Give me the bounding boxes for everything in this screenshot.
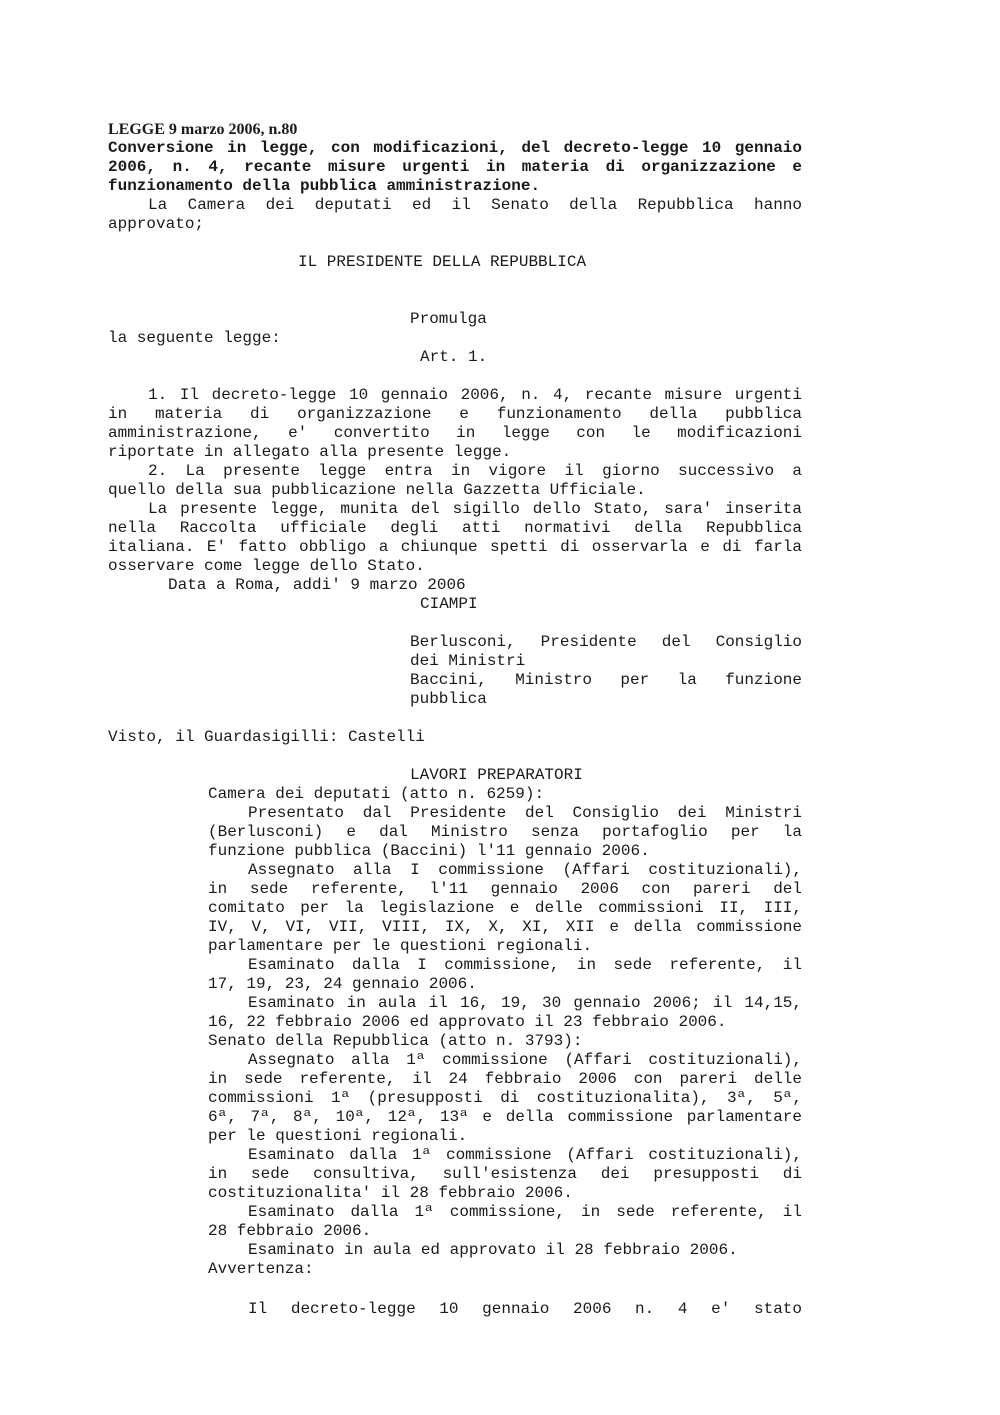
- lavori-line: Assegnato alla I commissione (Affari costituzionali),: [248, 861, 802, 879]
- lavori-line: 6ª, 7ª, 8ª, 10ª, 12ª, 13ª e della commissione parlamentare: [208, 1108, 802, 1126]
- lavori-line: Esaminato dalla 1ª commissione (Affari costituzionali),: [248, 1146, 802, 1164]
- body-line: nella Raccolta ufficiale degli atti normativi della Repubblica: [108, 519, 802, 537]
- lavori-line: Esaminato in aula ed approvato il 28 febbraio 2006.: [248, 1241, 738, 1259]
- lavori-line: 17, 19, 23, 24 gennaio 2006.: [208, 975, 477, 993]
- promulga-heading: Promulga: [410, 310, 487, 328]
- body-line: riportate in allegato alla presente legge.: [108, 443, 512, 461]
- body-line: 1. Il decreto-legge 10 gennaio 2006, n. 4, recante misure urgenti: [148, 386, 802, 404]
- lavori-line: IV, V, VI, VII, VIII, IX, X, XI, XII e della commissione: [208, 918, 802, 936]
- date-line: Data a Roma, addi' 9 marzo 2006: [168, 576, 466, 594]
- lavori-line: Esaminato dalla I commissione, in sede referente, il: [248, 956, 802, 974]
- lavori-line: funzione pubblica (Baccini) l'11 gennaio 2006.: [208, 842, 650, 860]
- president-heading: IL PRESIDENTE DELLA REPUBBLICA: [298, 253, 587, 271]
- body-line: La presente legge, munita del sigillo dello Stato, sara' inserita: [148, 500, 802, 518]
- seguente-legge-text: la seguente legge:: [108, 329, 281, 347]
- avvertenza-text-line: Il decreto-legge 10 gennaio 2006 n. 4 e' stato: [248, 1300, 802, 1318]
- preamble-line: La Camera dei deputati ed il Senato della Repubblica hanno: [148, 196, 802, 214]
- lavori-line: in sede consultiva, sull'esistenza dei presupposti di: [208, 1165, 802, 1183]
- minister-line: Berlusconi, Presidente del Consiglio: [410, 633, 802, 651]
- law-subtitle-line: Conversione in legge, con modificazioni, del decreto-legge 10 gennaio: [108, 139, 802, 157]
- body-line: in materia di organizzazione e funzionamento della pubblica: [108, 405, 802, 423]
- lavori-line: Esaminato in aula il 16, 19, 30 gennaio 2006; il 14,15,: [248, 994, 802, 1012]
- body-line: quello della sua pubblicazione nella Gazzetta Ufficiale.: [108, 481, 646, 499]
- lavori-line: 28 febbraio 2006.: [208, 1222, 372, 1240]
- lavori-line: (Berlusconi) e dal Ministro senza portafoglio per la: [208, 823, 802, 841]
- lavori-line: Presentato dal Presidente del Consiglio dei Ministri: [248, 804, 802, 822]
- lavori-line: Assegnato alla 1ª commissione (Affari costituzionali),: [248, 1051, 802, 1069]
- lavori-line: Senato della Repubblica (atto n. 3793):: [208, 1032, 583, 1050]
- lavori-heading: LAVORI PREPARATORI: [410, 766, 583, 784]
- lavori-line: comitato per la legislazione e delle commissioni II, III,: [208, 899, 802, 917]
- minister-line: dei Ministri: [410, 652, 526, 670]
- body-line: 2. La presente legge entra in vigore il giorno successivo a: [148, 462, 802, 480]
- lavori-line: Camera dei deputati (atto n. 6259):: [208, 785, 545, 803]
- lavori-line: in sede referente, l'11 gennaio 2006 con pareri del: [208, 880, 802, 898]
- preamble-line: approvato;: [108, 215, 205, 233]
- article-heading: Art. 1.: [420, 348, 488, 366]
- visto-line: Visto, il Guardasigilli: Castelli: [108, 728, 425, 746]
- lavori-line: 16, 22 febbraio 2006 ed approvato il 23 febbraio 2006.: [208, 1013, 727, 1031]
- law-subtitle-line: 2006, n. 4, recante misure urgenti in materia di organizzazione e: [108, 158, 802, 176]
- lavori-line: in sede referente, il 24 febbraio 2006 con pareri delle: [208, 1070, 802, 1088]
- lavori-line: parlamentare per le questioni regionali.: [208, 937, 593, 955]
- signer-name: CIAMPI: [420, 595, 478, 613]
- lavori-line: costituzionalita' il 28 febbraio 2006.: [208, 1184, 573, 1202]
- lavori-line: per le questioni regionali.: [208, 1127, 468, 1145]
- law-title: LEGGE 9 marzo 2006, n.80: [108, 121, 298, 138]
- body-line: osservare come legge dello Stato.: [108, 557, 425, 575]
- body-line: italiana. E' fatto obbligo a chiunque spetti di osservarla e di farla: [108, 538, 802, 556]
- minister-line: Baccini, Ministro per la funzione: [410, 671, 802, 689]
- law-subtitle-line: funzionamento della pubblica amministrazione.: [108, 177, 541, 195]
- minister-line: pubblica: [410, 690, 487, 708]
- lavori-line: commissioni 1ª (presupposti di costituzionalita), 3ª, 5ª,: [208, 1089, 802, 1107]
- lavori-line: Avvertenza:: [208, 1260, 314, 1278]
- body-line: amministrazione, e' convertito in legge con le modificazioni: [108, 424, 802, 442]
- lavori-line: Esaminato dalla 1ª commissione, in sede referente, il: [248, 1203, 802, 1221]
